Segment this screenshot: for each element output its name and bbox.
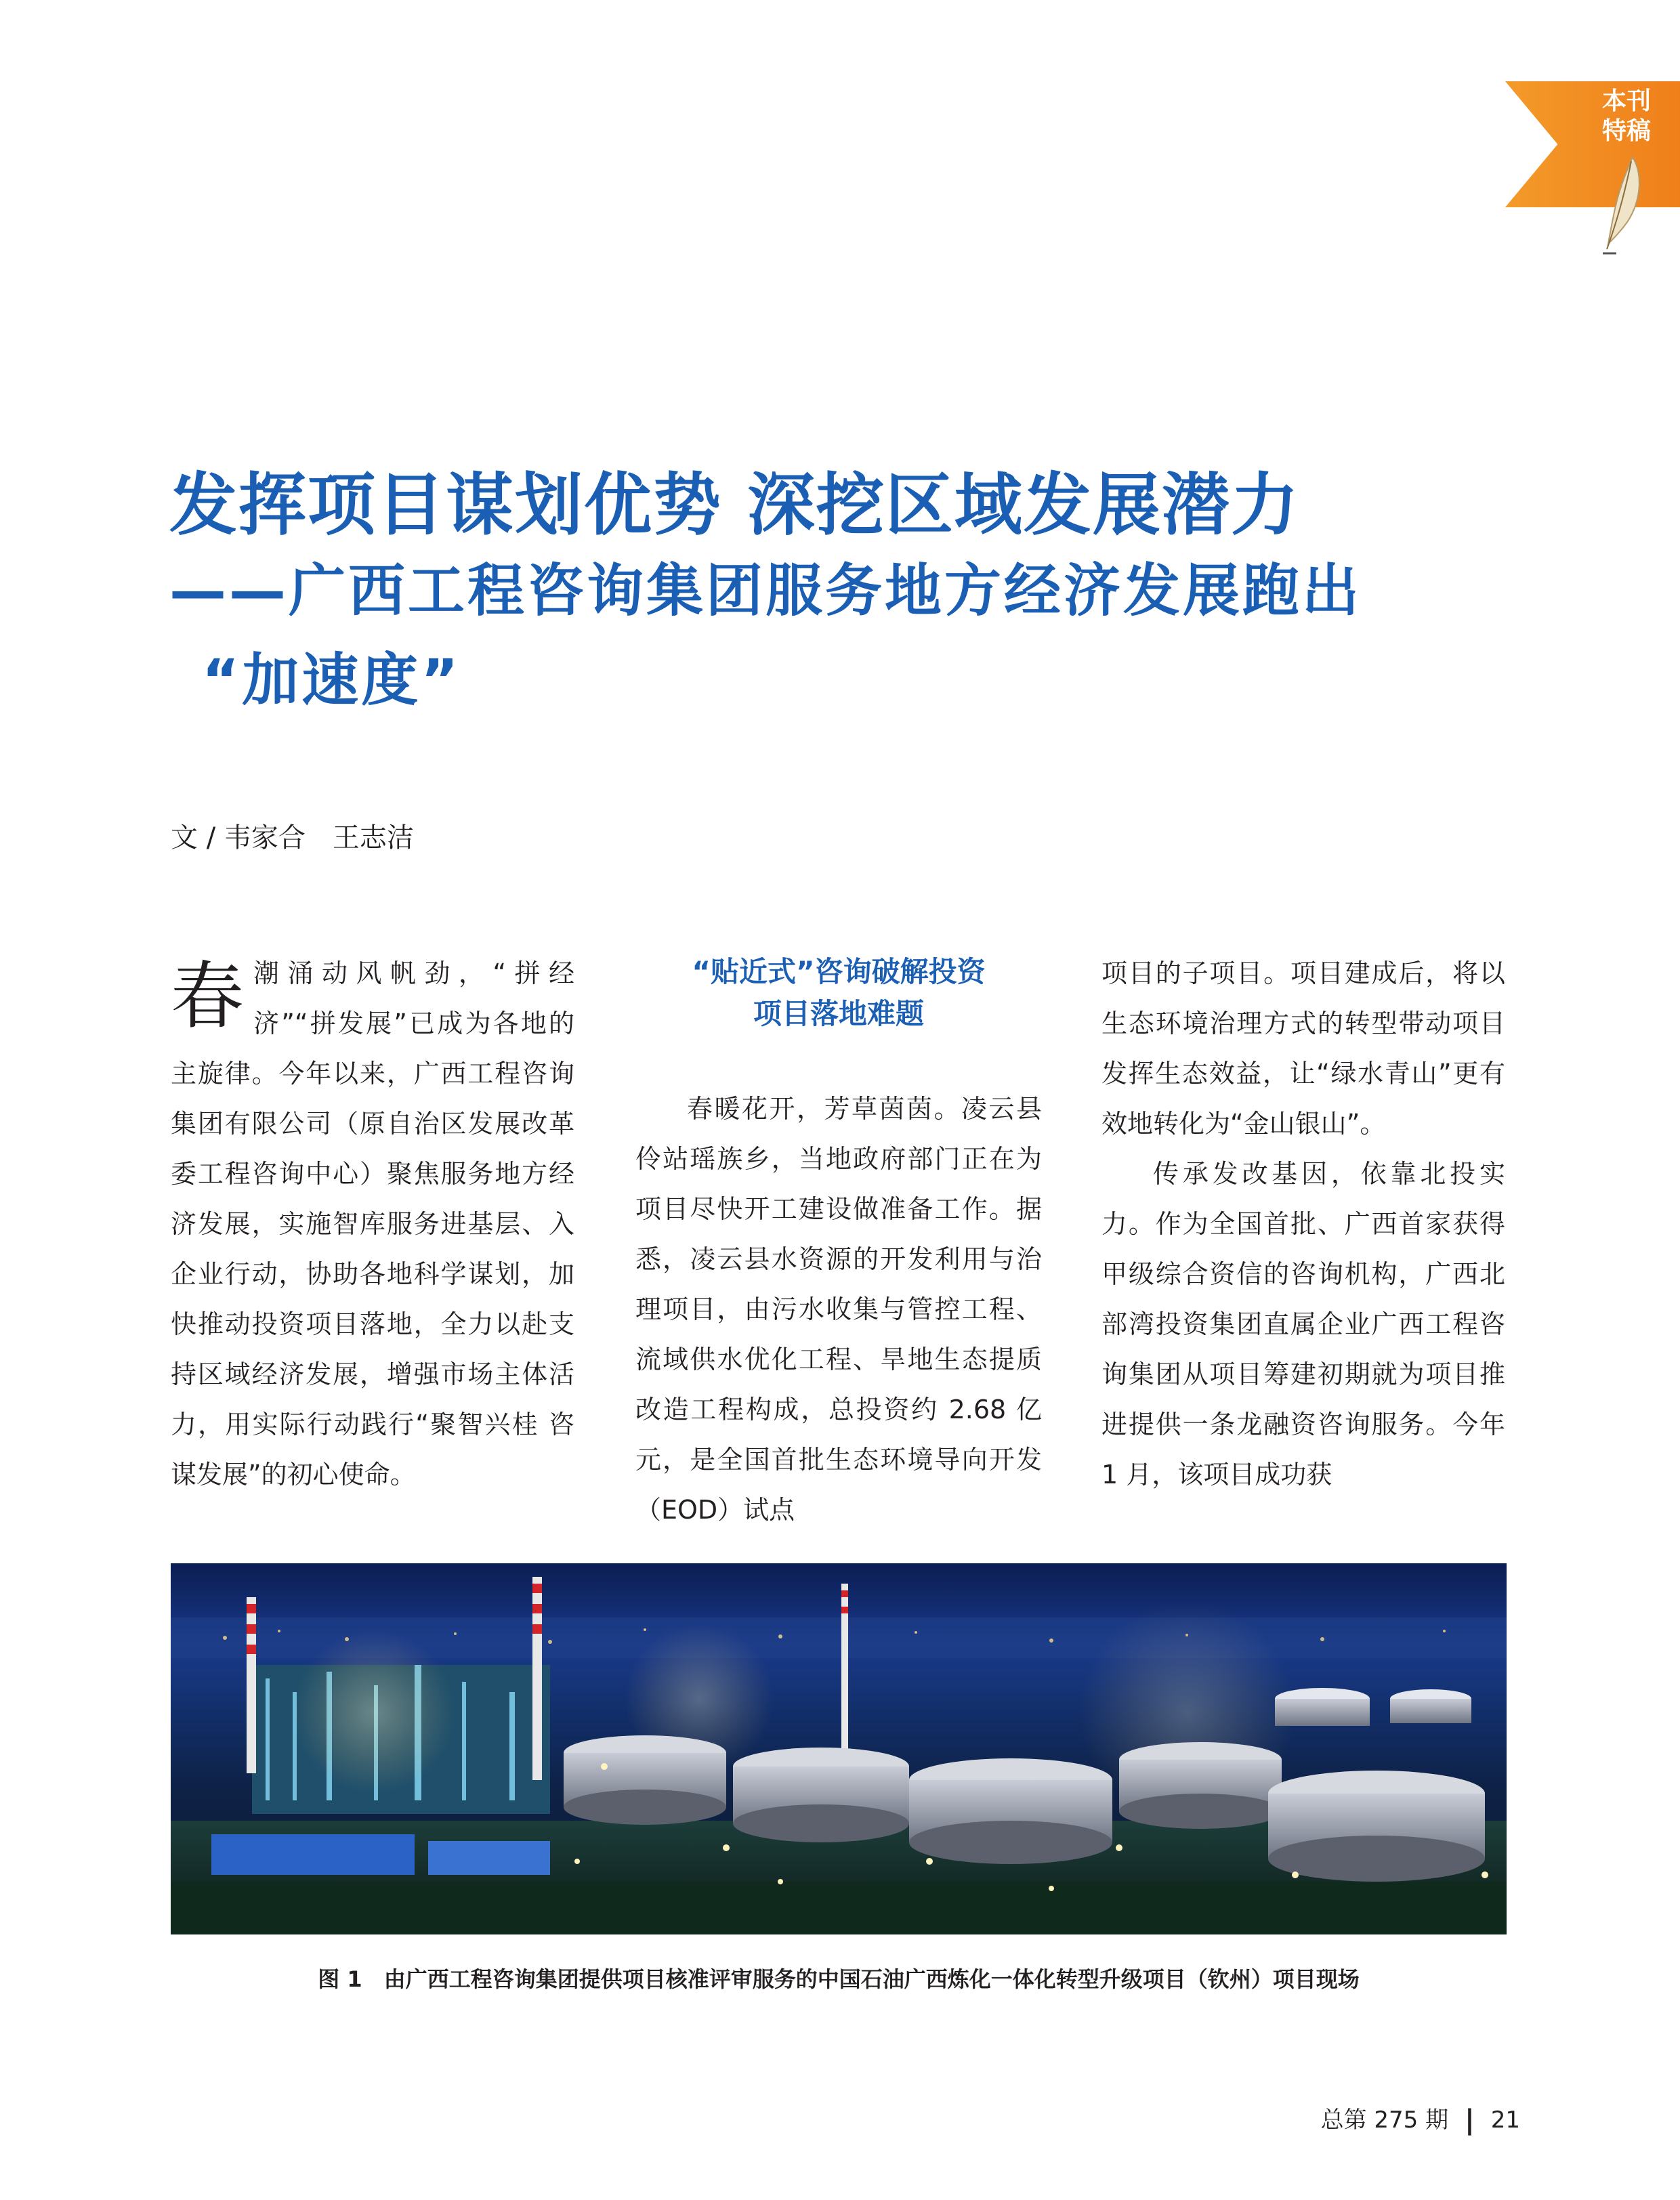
paragraph-1-text: 潮涌动风帆劲，“拼经济”“拼发展”已成为各地的主旋律。今年以来，广西工程咨询集团有限公司（原自治区发展改革委工程咨询中心）聚焦服务地方经济发展，实施智库服务进基层、入企业行动，协助各地科学谋划，加快推动投资项目落地，全力以赴支持区域经济发展，增强市场主体活力，用实际行动践行“聚智兴桂 咨谋发展”的初心使命。 (171, 958, 574, 1489)
section-heading (635, 951, 1042, 1035)
section-heading-line1: “贴近式”咨询破解投资 (692, 955, 986, 988)
figure-caption: 图 1 由广西工程咨询集团提供项目核准评审服务的中国石油广西炼化一体化转型升级项目（钦州）项目现场 (318, 1966, 1360, 1992)
article-title: 发挥项目谋划优势 深挖区域发展潜力 (169, 465, 1300, 545)
section-tab-label-line1: 本刊 (1601, 87, 1651, 115)
body-column-1 (171, 948, 574, 1500)
page-footer (1321, 2105, 1520, 2135)
paragraph-3: 项目的子项目。项目建成后，将以生态环境治理方式的转型带动项目发挥生态效益，让“绿水青山”更有效地转化为“金山银山”。 (1101, 958, 1505, 1139)
refinery-illustration (171, 1563, 1507, 1934)
body-column-2 (635, 948, 1042, 1535)
refinery-night-photo (171, 1563, 1507, 1934)
article-subtitle-line2: “加速度” (202, 647, 461, 713)
paragraph-4: 传承发改基因，依靠北投实力。作为全国首批、广西首家获得甲级综合资信的咨询机构，广西北部湾投资集团直属企业广西工程咨询集团从项目筹建初期就为项目推进提供一条龙融资咨询服务。今年 1 月，该项目成功获 (1101, 1159, 1505, 1489)
section-heading-line2: 项目落地难题 (753, 997, 924, 1030)
section-tab-label-line2: 特稿 (1601, 117, 1651, 145)
drop-cap: 春 (171, 954, 245, 1039)
byline: 文 / 韦家合 王志洁 (171, 822, 414, 853)
page-number: 21 (1490, 2107, 1520, 2134)
body-column-3 (1101, 948, 1505, 1500)
article-subtitle-line1: ——广西工程咨询集团服务地方经济发展跑出 (169, 557, 1362, 624)
section-tab-label (1582, 87, 1671, 146)
feather-quill-icon (1593, 154, 1647, 256)
issue-number: 总第 275 期 (1320, 2107, 1449, 2134)
footer-separator: | (1465, 2104, 1475, 2136)
article-subtitle (169, 546, 1524, 725)
paragraph-1 (171, 948, 574, 1500)
paragraph-2: 春暖花开，芳草茵茵。凌云县伶站瑶族乡，当地政府部门正在为项目尽快开工建设做准备工作。据悉，凌云县水资源的开发利用与治理项目，由污水收集与管控工程、流域供水优化工程、旱地生态提质改造工程构成，总投资约 2.68 亿元，是全国首批生态环境导向开发（EOD）试点 (635, 1094, 1042, 1525)
